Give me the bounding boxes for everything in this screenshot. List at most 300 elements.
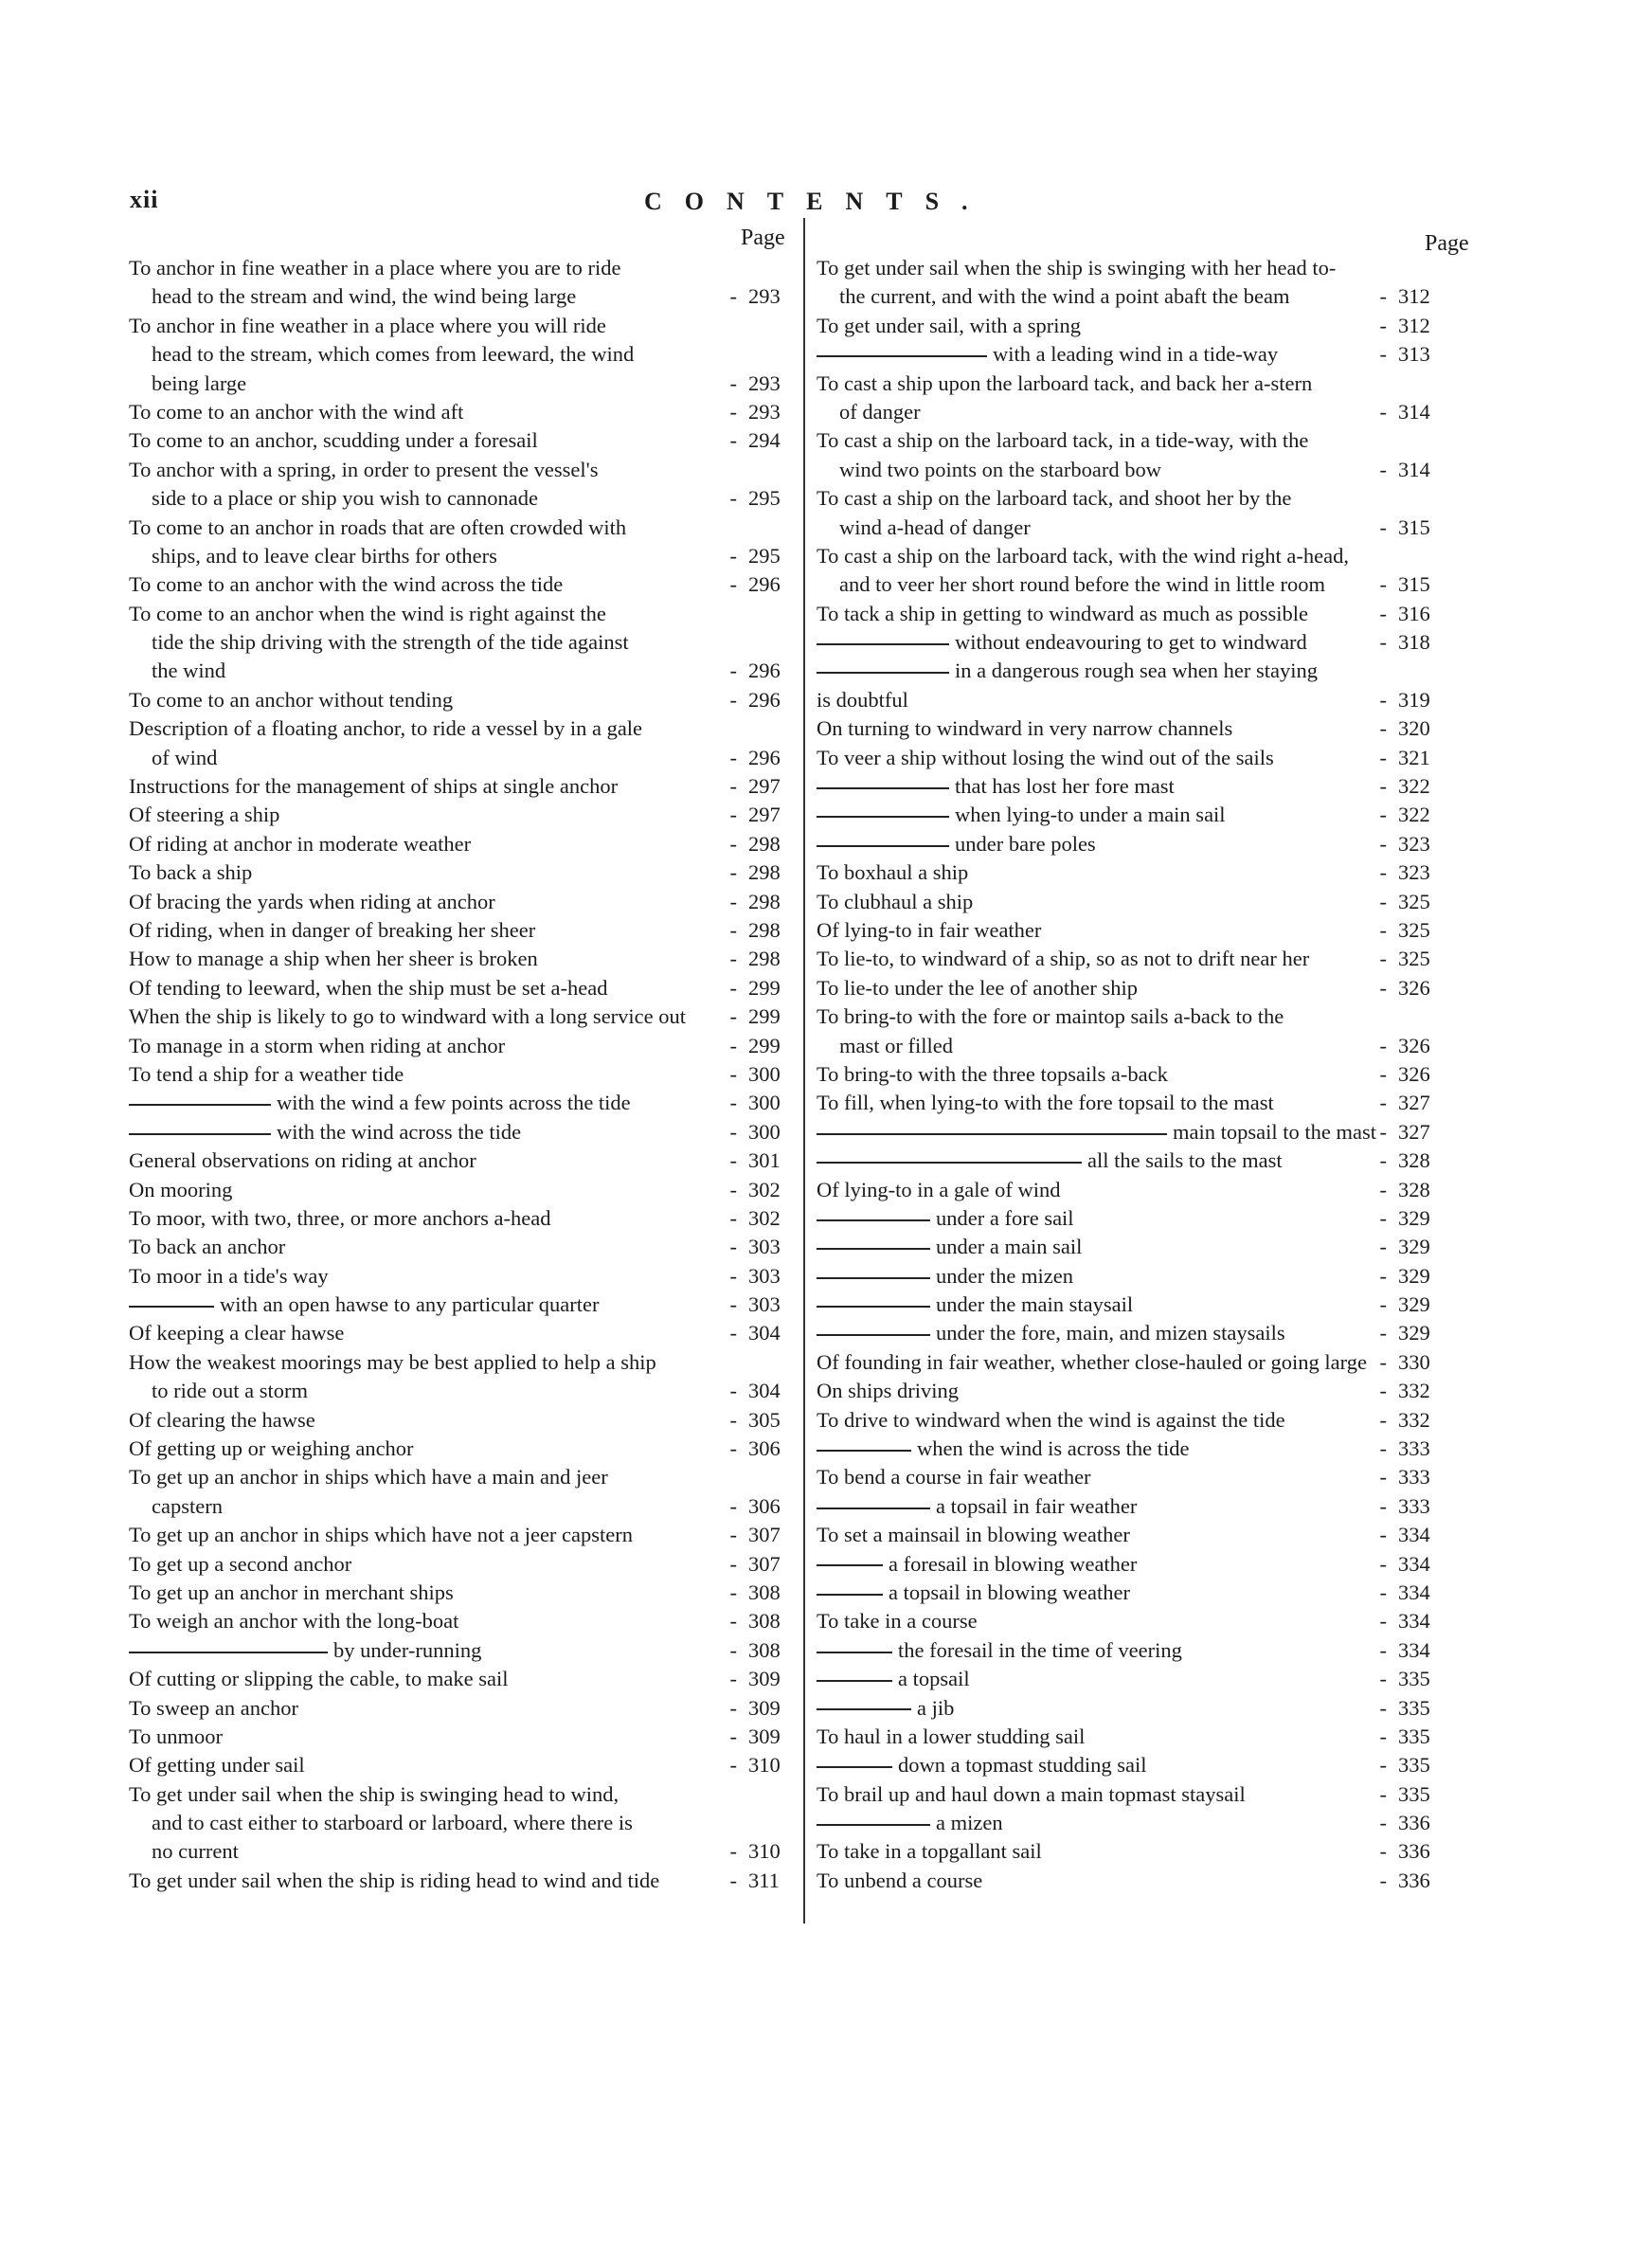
ditto-rule [817, 643, 949, 645]
entry-title [129, 801, 279, 829]
contents-entry [129, 1319, 792, 1347]
entry-title [129, 858, 252, 887]
entry-page-number: 335 [1398, 1724, 1430, 1748]
contents-entry [817, 628, 1442, 657]
entry-title [817, 1435, 1189, 1463]
entry-title [129, 1579, 454, 1607]
leader-dash: - [1379, 1407, 1387, 1432]
leader-dash: - [729, 572, 737, 597]
contents-entry [817, 1147, 1442, 1175]
page-number: xii [130, 186, 159, 213]
contents-entry [129, 916, 792, 945]
entry-text: head to the stream and wind, the wind being large [152, 284, 577, 309]
entry-page-number: 293 [748, 284, 781, 309]
entry-text: without endeavouring to get to windward [955, 630, 1307, 655]
entry-text: To cast a ship on the larboard tack, and shoot her by the [817, 486, 1292, 511]
entry-title [129, 312, 606, 340]
entry-title [817, 772, 1175, 801]
entry-title [817, 1002, 1284, 1031]
entry-text: To come to an anchor without tending [129, 687, 454, 712]
entry-text: by under-running [333, 1637, 482, 1662]
entry-page-number: 334 [1398, 1523, 1430, 1547]
leader-dash: - [729, 1551, 737, 1576]
entry-text: To cast a ship on the larboard tack, in a tide-way, with the [817, 428, 1309, 453]
contents-entry [817, 801, 1442, 829]
contents-entry [817, 1233, 1442, 1261]
entry-text: To anchor in fine weather in a place where you will ride [129, 313, 606, 337]
leader-dash: - [729, 543, 737, 568]
entry-text: a foresail in blowing weather [889, 1551, 1138, 1576]
entry-page-number: 336 [1398, 1839, 1430, 1864]
leader-dash: - [729, 370, 737, 395]
entry-title [129, 1348, 656, 1377]
entry-text: To fill, when lying-to with the fore topsail to the mast [817, 1091, 1274, 1115]
entry-page-number: 329 [1398, 1205, 1430, 1230]
leader-dash: - [1379, 342, 1387, 367]
entry-page-number: 300 [748, 1091, 781, 1115]
leader-dash: - [729, 917, 737, 942]
entry-title [129, 1780, 619, 1809]
entry-page-number: 298 [748, 831, 781, 856]
entry-title [129, 1607, 458, 1635]
contents-entry [817, 888, 1442, 916]
entry-text: mast or filled [839, 1033, 953, 1057]
entry-page-number: 310 [748, 1753, 781, 1778]
entry-text: To get under sail, with a spring [817, 313, 1081, 337]
entry-page-number: 334 [1398, 1551, 1430, 1576]
entry-title [129, 1002, 686, 1031]
leader-dash: - [1379, 1753, 1387, 1778]
contents-entry [129, 1204, 792, 1233]
contents-entry [129, 600, 792, 628]
entry-page-number: 333 [1398, 1436, 1430, 1461]
contents-entry [817, 1867, 1442, 1895]
entry-title [152, 1377, 308, 1405]
entry-page-number: 294 [748, 428, 781, 453]
contents-entry [129, 340, 792, 369]
entry-page-number: 296 [748, 572, 781, 597]
entry-page-number: 326 [1398, 975, 1430, 1000]
entry-page-number: 335 [1398, 1667, 1430, 1691]
entry-page-number: 327 [1398, 1091, 1430, 1115]
entry-page-number: 295 [748, 486, 781, 511]
leader-dash: - [1379, 745, 1387, 769]
contents-entry [129, 1032, 792, 1060]
entry-title [817, 254, 1336, 282]
leader-dash: - [1379, 515, 1387, 539]
entry-page-number: 308 [748, 1637, 781, 1662]
contents-entry [817, 1262, 1442, 1291]
entry-text: To set a mainsail in blowing weather [817, 1523, 1130, 1547]
entry-text: To anchor with a spring, in order to present the vessel's [129, 457, 599, 481]
entry-page-number: 303 [748, 1292, 781, 1317]
contents-entry [817, 1435, 1442, 1463]
leader-dash: - [1379, 1436, 1387, 1461]
entry-text: no current [152, 1839, 239, 1864]
leader-dash: - [729, 1004, 737, 1029]
entry-text: To get up an anchor in ships which have a main and jeer [129, 1465, 608, 1490]
contents-entry [817, 945, 1442, 973]
leader-dash: - [1379, 1235, 1387, 1259]
entry-text: Of bracing the yards when riding at anchor [129, 889, 495, 913]
entry-text: To tend a ship for a weather tide [129, 1061, 404, 1086]
contents-entry [129, 398, 792, 426]
entry-title [817, 686, 908, 714]
entry-text: To come to an anchor, scudding under a foresail [129, 428, 538, 453]
entry-page-number: 303 [748, 1263, 781, 1288]
entry-title [817, 312, 1081, 340]
entry-title [817, 1147, 1283, 1175]
contents-entry [817, 1723, 1442, 1751]
leader-dash: - [1379, 1551, 1387, 1576]
leader-dash: - [729, 831, 737, 856]
ditto-rule [817, 1162, 1082, 1164]
entry-text: Of founding in fair weather, whether close-hauled or going large [817, 1349, 1367, 1374]
contents-entry [817, 1463, 1442, 1491]
entry-page-number: 329 [1398, 1235, 1430, 1259]
entry-page-number: 326 [1398, 1033, 1430, 1057]
contents-entry [129, 1521, 792, 1549]
ditto-rule [817, 1334, 930, 1336]
entry-text: of danger [839, 399, 921, 424]
entry-text: under a fore sail [936, 1205, 1074, 1230]
entry-title [817, 657, 1318, 685]
contents-entry [129, 686, 792, 714]
entry-text: side to a place or ship you wish to cannonade [152, 486, 539, 511]
entry-page-number: 295 [748, 543, 781, 568]
contents-entry [129, 1751, 792, 1779]
entry-page-number: 306 [748, 1493, 781, 1518]
entry-title [129, 1550, 351, 1579]
contents-entry [129, 1463, 792, 1491]
leader-dash: - [1379, 1379, 1387, 1403]
entry-title [817, 1406, 1285, 1435]
entry-text: Of steering a ship [129, 803, 280, 827]
entry-title [817, 340, 1278, 369]
leader-dash: - [1379, 831, 1387, 856]
entry-text: a topsail [898, 1667, 970, 1691]
entry-text: To tack a ship in getting to windward as much as possible [817, 601, 1308, 625]
leader-dash: - [729, 1436, 737, 1461]
entry-text: To weigh an anchor with the long-boat [129, 1609, 459, 1634]
leader-dash: - [1379, 860, 1387, 885]
entry-text: that has lost her fore mast [955, 774, 1175, 799]
contents-entry [129, 570, 792, 599]
entry-title [129, 570, 563, 599]
contents-entry [129, 1665, 792, 1693]
leader-dash: - [729, 399, 737, 424]
entry-title [152, 370, 246, 398]
entry-title [129, 1262, 329, 1291]
entry-page-number: 332 [1398, 1407, 1430, 1432]
entry-title [152, 1837, 239, 1866]
contents-entry [129, 888, 792, 916]
leader-dash: - [1379, 1839, 1387, 1864]
entry-page-number: 312 [1398, 284, 1430, 309]
entry-title [129, 1723, 223, 1751]
leader-dash: - [1379, 1349, 1387, 1374]
entry-text: Of keeping a clear hawse [129, 1321, 345, 1345]
entry-text: Of clearing the hawse [129, 1407, 315, 1432]
leader-dash: - [729, 486, 737, 511]
entry-title [817, 1607, 978, 1635]
contents-entry [817, 542, 1442, 570]
leader-dash: - [729, 1580, 737, 1604]
ditto-rule [817, 816, 949, 818]
ditto-rule [817, 1277, 930, 1279]
contents-entry [129, 370, 792, 398]
entry-page-number: 323 [1398, 860, 1430, 885]
contents-entry [817, 1176, 1442, 1204]
entry-page-number: 335 [1398, 1753, 1430, 1778]
leader-dash: - [729, 1091, 737, 1115]
ditto-rule [817, 1652, 892, 1653]
leader-dash: - [729, 1868, 737, 1892]
leader-dash: - [729, 1493, 737, 1518]
entry-page-number: 314 [1398, 457, 1430, 481]
entry-page-number: 299 [748, 975, 781, 1000]
leader-dash: - [729, 1061, 737, 1086]
leader-dash: - [729, 1667, 737, 1691]
contents-entry [817, 772, 1442, 801]
leader-dash: - [1379, 399, 1387, 424]
leader-dash: - [729, 1119, 737, 1144]
contents-entry [817, 282, 1442, 311]
leader-dash: - [729, 1205, 737, 1230]
entry-title [129, 1204, 551, 1233]
entry-title [152, 282, 576, 311]
contents-entry [129, 1550, 792, 1579]
contents-entry [129, 1579, 792, 1607]
entry-text: when lying-to under a main sail [955, 803, 1226, 827]
ditto-rule [817, 787, 949, 789]
contents-entry [817, 1032, 1442, 1060]
entry-text: To brail up and haul down a main topmast staysail [817, 1781, 1246, 1806]
contents-entry [129, 1837, 792, 1866]
contents-entry [817, 398, 1442, 426]
entry-title [817, 1837, 1042, 1866]
entry-text: the wind [152, 659, 226, 683]
contents-entry [817, 1665, 1442, 1693]
contents-entry [817, 1406, 1442, 1435]
entry-page-number: 298 [748, 917, 781, 942]
entry-text: Of riding at anchor in moderate weather [129, 831, 472, 856]
entry-page-number: 334 [1398, 1609, 1430, 1634]
contents-entry [129, 628, 792, 657]
entry-title [129, 1751, 305, 1779]
leader-dash: - [1379, 803, 1387, 827]
leader-dash: - [1379, 1119, 1387, 1144]
entry-text: with an open hawse to any particular quarter [220, 1292, 600, 1317]
contents-entry [817, 830, 1442, 858]
entry-title [839, 282, 1289, 311]
contents-entry [129, 1636, 792, 1665]
contents-entry [817, 1809, 1442, 1837]
entry-title [152, 657, 225, 685]
entry-page-number: 336 [1398, 1811, 1430, 1835]
ditto-rule [817, 1248, 930, 1250]
leader-dash: - [729, 1407, 737, 1432]
entry-title [839, 398, 921, 426]
contents-entry [817, 916, 1442, 945]
entry-page-number: 296 [748, 687, 781, 712]
entry-title [817, 1665, 970, 1693]
entry-title [129, 1032, 505, 1060]
entry-page-number: 320 [1398, 716, 1430, 741]
entry-text: Of tending to leeward, when the ship must be set a-head [129, 975, 608, 1000]
contents-entry [817, 1204, 1442, 1233]
entry-text: Of lying-to in fair weather [817, 917, 1042, 942]
leader-dash: - [1379, 313, 1387, 337]
leader-dash: - [1379, 975, 1387, 1000]
leader-dash: - [729, 1637, 737, 1662]
entry-text: to ride out a storm [152, 1379, 308, 1403]
contents-entry [129, 1809, 792, 1837]
entry-title [152, 484, 538, 513]
entry-page-number: 308 [748, 1609, 781, 1634]
entry-text: To get under sail when the ship is swinging with her head to- [817, 256, 1337, 280]
contents-entry [817, 600, 1442, 628]
contents-entry [817, 974, 1442, 1002]
contents-entry [817, 484, 1442, 513]
leader-dash: - [1379, 601, 1387, 625]
entry-text: in a dangerous rough sea when her staying [955, 659, 1319, 683]
contents-entry [817, 426, 1442, 455]
entry-page-number: 330 [1398, 1349, 1430, 1374]
leader-dash: - [729, 428, 737, 453]
contents-entry [817, 1492, 1442, 1521]
contents-entry [129, 945, 792, 973]
entry-title [817, 974, 1138, 1002]
contents-entry [129, 1607, 792, 1635]
leader-dash: - [729, 1609, 737, 1634]
ditto-rule [817, 355, 987, 357]
entry-page-number: 332 [1398, 1379, 1430, 1403]
contents-entry [817, 370, 1442, 398]
leader-dash: - [1379, 1091, 1387, 1115]
leader-dash: - [1379, 1580, 1387, 1604]
entry-text: head to the stream, which comes from leeward, the wind [152, 342, 635, 367]
entry-title [817, 945, 1309, 973]
entry-title [129, 1118, 521, 1147]
entry-text: To come to an anchor with the wind across the tide [129, 572, 564, 597]
contents-entry [129, 657, 792, 685]
entry-text: To take in a topgallant sail [817, 1839, 1042, 1864]
entry-page-number: 309 [748, 1695, 781, 1720]
leader-dash: - [1379, 1811, 1387, 1835]
entry-title [129, 974, 607, 1002]
right-page-label: Page [1425, 231, 1469, 256]
entry-text: Of getting under sail [129, 1753, 305, 1778]
ditto-rule [817, 1508, 930, 1509]
entry-text: To come to an anchor when the wind is right against the [129, 601, 606, 625]
entry-page-number: 297 [748, 774, 781, 799]
entry-text: To back a ship [129, 860, 253, 885]
entry-text: Of lying-to in a gale of wind [817, 1177, 1061, 1201]
entry-title [129, 1435, 414, 1463]
entry-text: On ships driving [817, 1379, 960, 1403]
leader-dash: - [1379, 1321, 1387, 1345]
leader-dash: - [1379, 889, 1387, 913]
entry-title [817, 1319, 1285, 1347]
entry-title [817, 426, 1308, 455]
entry-text: To moor, with two, three, or more anchors a-head [129, 1205, 551, 1230]
leader-dash: - [729, 659, 737, 683]
entry-title [817, 1233, 1082, 1261]
entry-page-number: 321 [1398, 745, 1430, 769]
leader-dash: - [1379, 572, 1387, 597]
contents-entry [129, 1694, 792, 1723]
contents-entry [817, 570, 1442, 599]
leader-dash: - [729, 1379, 737, 1403]
left-page-label: Page [741, 226, 785, 250]
entry-page-number: 315 [1398, 515, 1430, 539]
entry-text: the current, and with the wind a point abaft the beam [839, 284, 1290, 309]
entry-page-number: 334 [1398, 1580, 1430, 1604]
entry-page-number: 301 [748, 1148, 781, 1173]
entry-title [129, 1291, 599, 1319]
ditto-rule [817, 1306, 930, 1308]
entry-text: ships, and to leave clear births for others [152, 543, 497, 568]
entry-text: General observations on riding at anchor [129, 1148, 476, 1173]
entry-page-number: 322 [1398, 803, 1430, 827]
entry-page-number: 299 [748, 1033, 781, 1057]
leader-dash: - [1379, 1177, 1387, 1201]
entry-title [129, 1060, 404, 1089]
entry-title [817, 1118, 1376, 1147]
leader-dash: - [729, 745, 737, 769]
leader-dash: - [1379, 1033, 1387, 1057]
entry-title [817, 1060, 1168, 1089]
leader-dash: - [1379, 630, 1387, 655]
entry-text: How to manage a ship when her sheer is broken [129, 947, 538, 971]
leader-dash: - [729, 1148, 737, 1173]
entry-title [129, 686, 453, 714]
entry-title [817, 1291, 1133, 1319]
leader-dash: - [729, 860, 737, 885]
entry-text: under a main sail [936, 1235, 1083, 1259]
contents-entry [129, 974, 792, 1002]
entry-text: To unbend a course [817, 1868, 983, 1892]
ditto-rule [817, 1564, 883, 1566]
entry-page-number: 308 [748, 1580, 781, 1604]
contents-entry [129, 830, 792, 858]
entry-title [817, 1348, 1367, 1377]
entry-page-number: 304 [748, 1379, 781, 1403]
entry-page-number: 314 [1398, 399, 1430, 424]
entry-page-number: 309 [748, 1667, 781, 1691]
entry-text: To get up an anchor in merchant ships [129, 1580, 454, 1604]
contents-entry [129, 312, 792, 340]
entry-title [152, 1809, 633, 1837]
contents-entry [129, 1780, 792, 1809]
contents-entry [817, 1291, 1442, 1319]
contents-entry [817, 1377, 1442, 1405]
entry-page-number: 309 [748, 1724, 781, 1748]
leader-dash: - [1379, 687, 1387, 712]
entry-page-number: 325 [1398, 917, 1430, 942]
entry-text: main topsail to the mast [1173, 1119, 1376, 1144]
contents-entry [817, 1002, 1442, 1031]
entry-text: a topsail in fair weather [936, 1493, 1138, 1518]
entry-page-number: 307 [748, 1551, 781, 1576]
entry-title [817, 1694, 954, 1723]
entry-title [129, 1406, 315, 1435]
entry-text: To come to an anchor with the wind aft [129, 399, 464, 424]
entry-text: wind a-head of danger [839, 515, 1031, 539]
entry-text: and to cast either to starboard or larboard, where there is [152, 1811, 633, 1835]
leader-dash: - [1379, 1724, 1387, 1748]
